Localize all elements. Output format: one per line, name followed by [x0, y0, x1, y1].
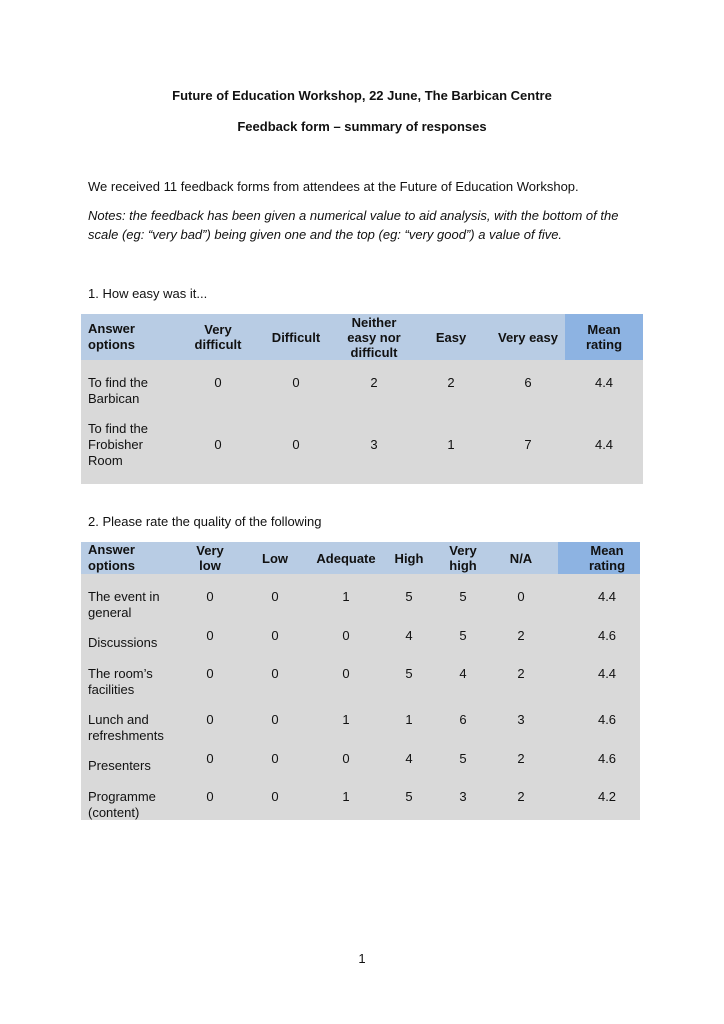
table-cell: 5	[459, 751, 467, 766]
table-cell: 0	[214, 375, 222, 390]
table-cell: 2	[517, 789, 525, 804]
table-cell: 4	[405, 628, 413, 643]
question-2-heading: 2. Please rate the quality of the following	[88, 514, 322, 529]
table-cell: 0	[206, 589, 214, 604]
table-cell: 2	[517, 628, 525, 643]
column-header: Very high	[449, 543, 477, 573]
column-header: High	[394, 550, 424, 566]
column-header: Neither easy nor difficult	[347, 314, 401, 360]
table-cell: 0	[271, 789, 279, 804]
table-cell: 1	[342, 712, 350, 727]
table-cell: 5	[405, 589, 413, 604]
table-cell: 2	[517, 751, 525, 766]
table-cell: 0	[342, 751, 350, 766]
row-label: Discussions	[88, 635, 158, 650]
table-cell: 1	[447, 437, 455, 452]
table-cell: 3	[459, 789, 467, 804]
column-header: Mean rating	[588, 543, 626, 573]
table-cell: 4.6	[597, 712, 617, 727]
table-cell: 3	[370, 437, 378, 452]
table-cell: 0	[206, 789, 214, 804]
column-header: Easy	[435, 329, 467, 345]
table-cell: 0	[206, 628, 214, 643]
column-header: Answer options	[88, 321, 135, 352]
document-title: Future of Education Workshop, 22 June, The Barbican Centre	[172, 88, 552, 103]
table-cell: 6	[524, 375, 532, 390]
row-label: Lunch and refreshments	[88, 712, 164, 743]
column-header: Mean rating	[585, 322, 623, 352]
table-cell: 0	[292, 437, 300, 452]
table-cell: 2	[517, 666, 525, 681]
question-1-table	[81, 314, 643, 484]
table-cell: 4.4	[594, 375, 614, 390]
column-header: Very difficult	[194, 322, 242, 352]
row-label: The room’s facilities	[88, 666, 153, 697]
table-cell: 0	[342, 628, 350, 643]
table-cell: 5	[459, 628, 467, 643]
notes-paragraph: Notes: the feedback has been given a numerical value to aid analysis, with the bottom of the scale (eg: “very bad”) being given one and the top (eg: “very good”) a value of five.	[88, 208, 619, 242]
table-cell: 4.2	[597, 789, 617, 804]
column-header: Answer options	[88, 542, 135, 573]
column-header: Low	[262, 550, 288, 566]
table-cell: 0	[271, 712, 279, 727]
column-header: Very low	[196, 543, 224, 573]
table-cell: 5	[459, 589, 467, 604]
table-cell: 5	[405, 666, 413, 681]
table-cell: 4.4	[597, 589, 617, 604]
row-label: To find the Barbican	[88, 375, 148, 406]
table-cell: 5	[405, 789, 413, 804]
table-cell: 0	[271, 666, 279, 681]
table-cell: 4.4	[597, 666, 617, 681]
table-header-band	[81, 314, 565, 360]
question-2-table	[81, 542, 640, 820]
column-header: Adequate	[316, 550, 376, 566]
table-cell: 0	[206, 712, 214, 727]
row-label: To find the Frobisher Room	[88, 421, 148, 468]
table-cell: 7	[524, 437, 532, 452]
table-cell: 0	[271, 751, 279, 766]
table-cell: 2	[447, 375, 455, 390]
table-cell: 4.6	[597, 751, 617, 766]
intro-paragraph: We received 11 feedback forms from attendees at the Future of Education Workshop.	[88, 179, 579, 194]
table-cell: 0	[517, 589, 525, 604]
table-cell: 2	[370, 375, 378, 390]
column-header: N/A	[509, 550, 533, 566]
table-cell: 0	[271, 589, 279, 604]
table-cell: 1	[405, 712, 413, 727]
table-cell: 0	[206, 666, 214, 681]
column-header: Difficult	[271, 329, 321, 345]
table-cell: 4	[459, 666, 467, 681]
table-cell: 4.4	[594, 437, 614, 452]
question-1-heading: 1. How easy was it...	[88, 286, 208, 301]
table-cell: 6	[459, 712, 467, 727]
table-cell: 4.6	[597, 628, 617, 643]
row-label: The event in general	[88, 589, 160, 620]
table-cell: 4	[405, 751, 413, 766]
page-number: 1	[358, 951, 366, 966]
table-cell: 1	[342, 589, 350, 604]
table-cell: 0	[292, 375, 300, 390]
document-subtitle: Feedback form – summary of responses	[237, 119, 487, 134]
row-label: Presenters	[88, 758, 151, 773]
table-cell: 0	[206, 751, 214, 766]
row-label: Programme (content)	[88, 789, 156, 820]
column-header: Very easy	[497, 329, 559, 345]
table-cell: 0	[214, 437, 222, 452]
table-cell: 1	[342, 789, 350, 804]
table-cell: 0	[342, 666, 350, 681]
table-cell: 0	[271, 628, 279, 643]
table-cell: 3	[517, 712, 525, 727]
